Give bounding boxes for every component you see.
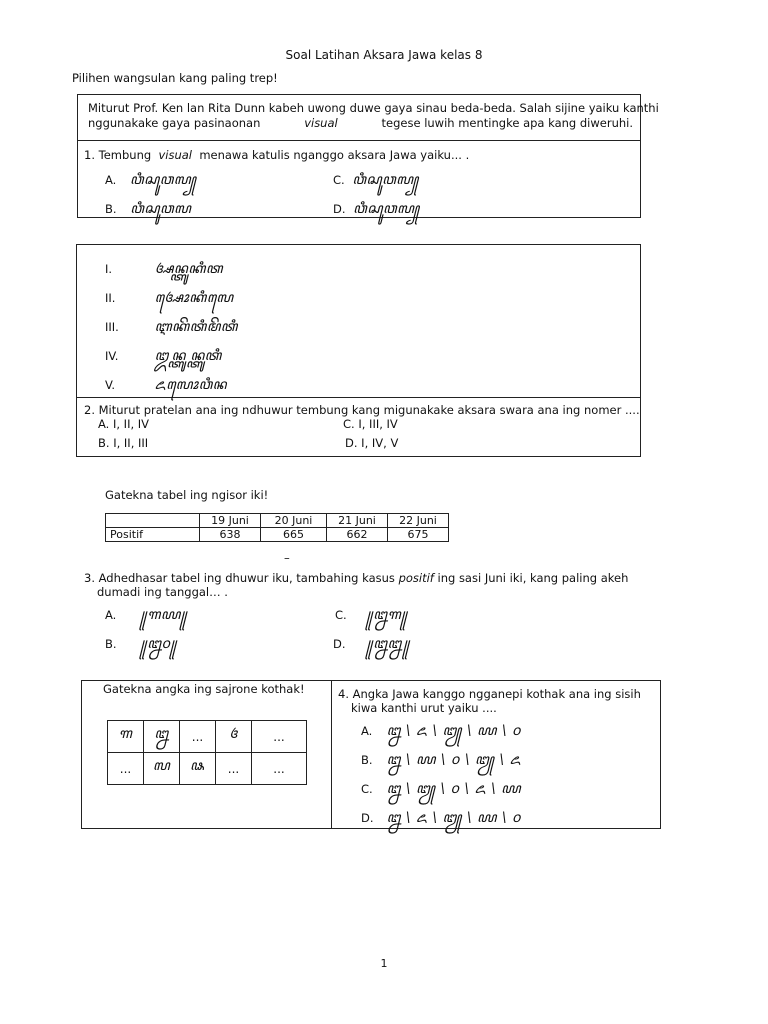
q1-option-b-script: ꦮꦶꦱꦸꦮꦭ xyxy=(130,201,192,217)
cases-table xyxy=(105,513,449,542)
q3-option-c-script: ꧋꧒꧑꧋ xyxy=(366,607,408,623)
grid-row xyxy=(108,721,307,753)
q4-option-b-script: ꧒ \ ꧙ \ ꧐ \ ꧓ \ ꧖ xyxy=(386,752,521,768)
q1-option-c[interactable] xyxy=(333,168,419,197)
table-header-cell: 19 Juni xyxy=(200,514,261,528)
grid-cell-text: ꧗ xyxy=(152,758,171,774)
grid-cell xyxy=(216,721,252,753)
table-header-cell: 22 Juni xyxy=(388,514,449,528)
page-title: Soal Latihan Aksara Jawa kelas 8 xyxy=(285,48,483,62)
q4-option-a-script: ꧒ \ ꧖ \ ꧓ \ ꧙ \ ꧐ xyxy=(386,723,521,739)
q4-option-c[interactable] xyxy=(361,777,521,806)
q2-item-5 xyxy=(105,373,227,402)
number-grid xyxy=(107,720,307,785)
q4-option-b[interactable] xyxy=(361,748,521,777)
q2-option-d-text: I, IV, V xyxy=(361,436,399,450)
grid-cell xyxy=(180,753,216,785)
q1-option-c-label: C. xyxy=(333,173,345,187)
grid-cell-text: ꧘ xyxy=(190,758,205,774)
grid-cell-text: ꧒ xyxy=(154,726,169,742)
question-3-line-1 xyxy=(84,571,628,585)
q2-option-d-label: D. xyxy=(345,436,358,450)
q4-option-d[interactable] xyxy=(361,806,521,835)
q2-item-3-script: ꦆꦏꦼꦠꦶꦩꦼꦠꦶ xyxy=(154,319,238,335)
q3-option-b-label: B. xyxy=(105,637,117,651)
passage-line-1: Miturut Prof. Ken lan Rita Dunn kabeh uwong duwe gaya sinau beda-beda. Salah sijine yaiku kanthi xyxy=(88,101,659,115)
grid-cell[interactable] xyxy=(252,721,307,753)
passage-line-2-end: tegese luwih mentingke apa kang diweruhi. xyxy=(381,116,633,130)
question-4-line-2: kiwa kanthi urut yaiku .... xyxy=(351,701,497,715)
q1-option-a[interactable] xyxy=(105,168,196,197)
q4-option-b-label: B. xyxy=(361,753,373,767)
q4-option-d-label: D. xyxy=(361,811,374,825)
q3-option-c-label: C. xyxy=(335,608,347,622)
grid-row xyxy=(108,753,307,785)
question-4-line-1: 4. Angka Jawa kanggo ngganepi kothak ana ing sisih xyxy=(338,687,641,701)
q2-option-b-label: B. xyxy=(98,436,110,450)
instruction-text: Pilihen wangsulan kang paling trep! xyxy=(72,71,278,85)
q1-option-a-script: ꦮꦶꦱꦸꦮꦭ꧀ xyxy=(129,172,197,188)
q1-option-a-label: A. xyxy=(105,173,117,187)
grid-cell-text: ... xyxy=(273,761,285,776)
q4-option-c-label: C. xyxy=(361,782,373,796)
table-header-cell xyxy=(106,514,200,528)
q4-option-a-label: A. xyxy=(361,724,373,738)
q2-item-1-script: ꦄꦤ꧀ꦠꦸꦏꦶꦠ xyxy=(154,261,223,277)
question-1-end: menawa katulis nganggo aksara Jawa yaiku... . xyxy=(199,148,470,162)
question-1-divider xyxy=(77,140,641,141)
q2-item-4-script: ꦈꦤ꧀ꦠꦸꦤ꧀ꦠꦸꦠꦶ xyxy=(154,348,222,364)
page-number: 1 xyxy=(380,957,388,970)
table-cell: 638 xyxy=(200,528,261,542)
q3-option-d-label: D. xyxy=(333,637,346,651)
grid-cell[interactable] xyxy=(108,753,144,785)
passage-line-2-start: nggunakake gaya pasinaonan xyxy=(88,116,261,130)
q2-item-2-script: ꦄꦺꦴꦏꦶꦭꦺ xyxy=(154,290,234,306)
q2-item-3 xyxy=(105,315,238,344)
grid-cell xyxy=(144,753,180,785)
question-1-start: 1. Tembung xyxy=(84,148,152,162)
table-header-cell: 20 Juni xyxy=(261,514,327,528)
question-3-line-2: dumadi ing tanggal… . xyxy=(97,585,228,599)
table-cell: 662 xyxy=(327,528,388,542)
q2-option-c-label: C. xyxy=(343,417,355,431)
question-3-positif-word: positif xyxy=(398,571,434,585)
question-1-text xyxy=(84,148,469,162)
q2-item-5-script: ꦌꦭꦺꦴꦮꦶꦤ xyxy=(154,377,227,393)
q3-option-b[interactable] xyxy=(105,632,177,661)
q2-item-4 xyxy=(105,344,222,373)
q2-option-b-text: I, II, III xyxy=(113,436,149,450)
q2-item-2 xyxy=(105,286,233,315)
q3-option-a-label: A. xyxy=(105,608,117,622)
grid-cell[interactable] xyxy=(252,753,307,785)
q2-option-a-label: A. xyxy=(98,417,110,431)
passage-line-2 xyxy=(88,116,633,130)
q1-option-c-script: ꦮꦶꦱꦸꦮꦭ꧀ xyxy=(352,172,419,188)
q2-item-2-label: II. xyxy=(105,291,116,305)
table-intro: Gatekna tabel ing ngisor iki! xyxy=(105,488,269,502)
q1-option-b-label: B. xyxy=(105,202,117,216)
q3-option-d[interactable] xyxy=(333,632,410,661)
q2-item-4-label: IV. xyxy=(105,349,119,363)
q3-option-c[interactable] xyxy=(335,603,408,632)
q3-option-a[interactable] xyxy=(105,603,187,632)
q2-option-c[interactable] xyxy=(343,417,398,431)
table-header-row xyxy=(106,514,449,528)
question-4-intro: Gatekna angka ing sajrone kothak! xyxy=(103,682,305,696)
table-header-cell: 21 Juni xyxy=(327,514,388,528)
grid-cell[interactable] xyxy=(216,753,252,785)
q4-option-c-script: ꧒ \ ꧓ \ ꧐ \ ꧖ \ ꧙ xyxy=(386,781,521,797)
q1-option-b[interactable] xyxy=(105,197,191,226)
q2-option-a[interactable] xyxy=(98,417,149,431)
q2-option-a-text: I, II, IV xyxy=(112,417,150,431)
table-cell: Positif xyxy=(106,528,200,542)
grid-cell-text: ꧑ xyxy=(118,726,133,742)
q2-item-1-label: I. xyxy=(105,262,113,276)
grid-cell xyxy=(144,721,180,753)
grid-cell-text: ... xyxy=(191,729,204,744)
q1-option-d-label: D. xyxy=(333,202,346,216)
grid-cell-text: ... xyxy=(273,729,285,744)
q4-option-d-script: ꧒ \ ꧖ \ ꧓ \ ꧙ \ ꧐ xyxy=(386,810,521,826)
grid-cell-text: ꧔ xyxy=(229,726,238,742)
table-cell: 665 xyxy=(261,528,327,542)
q4-option-a[interactable] xyxy=(361,719,521,748)
grid-cell-text: ... xyxy=(227,761,240,776)
table-cell: 675 xyxy=(388,528,449,542)
q1-option-d[interactable] xyxy=(333,197,420,226)
question-3-start: 3. Adhedhasar tabel ing dhuwur iku, tambahing kasus xyxy=(84,571,395,585)
q2-item-5-label: V. xyxy=(105,378,116,392)
q3-option-b-script: ꧋꧒꧐꧋ xyxy=(140,636,178,652)
q1-option-d-script: ꦮꦶꦱꦸꦮꦭ꧀ xyxy=(353,201,420,217)
q2-option-c-text: I, III, IV xyxy=(358,417,398,431)
q2-option-d[interactable] xyxy=(345,436,398,450)
q3-option-d-script: ꧋꧒꧒꧋ xyxy=(366,636,411,652)
question-1-visual-word: visual xyxy=(158,148,192,162)
q2-item-1 xyxy=(105,257,223,286)
grid-cell-text: ... xyxy=(119,761,132,776)
question-3-end: ing sasi Juni iki, kang paling akeh xyxy=(437,571,629,585)
table-dash: – xyxy=(284,551,290,565)
q3-option-a-script: ꧋꧑꧙꧋ xyxy=(140,607,188,623)
q2-item-3-label: III. xyxy=(105,320,119,334)
grid-cell xyxy=(108,721,144,753)
q2-option-b[interactable] xyxy=(98,436,148,450)
question-2-text: 2. Miturut pratelan ana ing ndhuwur tembung kang migunakake aksara swara ana ing nomer .... xyxy=(84,403,640,417)
question-4-divider xyxy=(331,680,332,829)
passage-visual-word: visual xyxy=(304,116,338,130)
grid-cell[interactable] xyxy=(180,721,216,753)
table-row xyxy=(106,528,449,542)
